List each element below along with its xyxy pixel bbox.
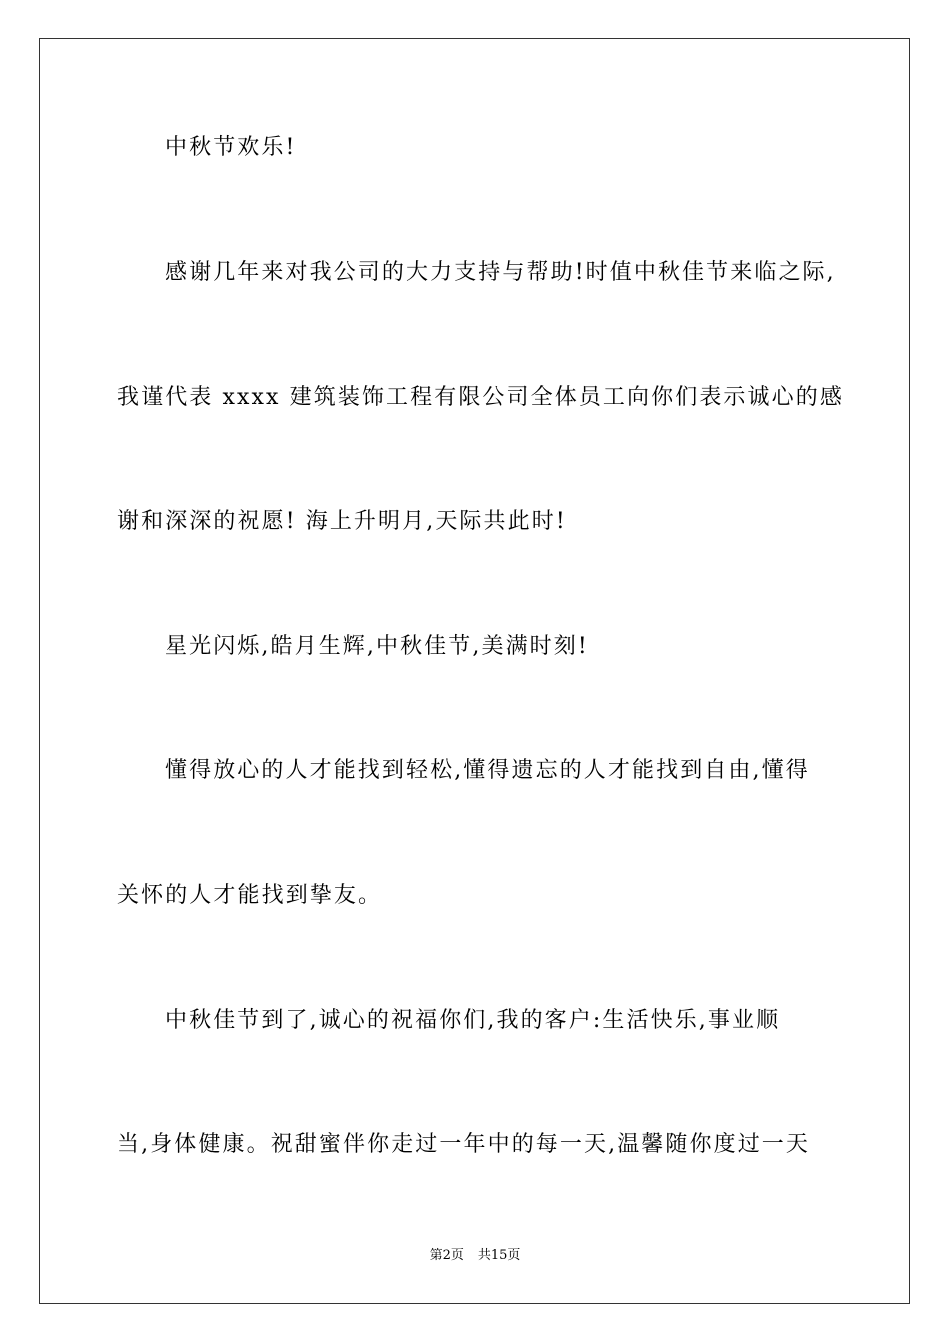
page-border [39, 38, 910, 1304]
page-footer [0, 1248, 950, 1264]
paragraph-line: 懂得放心的人才能找到轻松,懂得遗忘的人才能找到自由,懂得 [165, 758, 810, 783]
paragraph-line: 我谨代表 xxxx 建筑装饰工程有限公司全体员工向你们表示诚心的感 [117, 385, 844, 410]
paragraph-line: 当,身体健康。祝甜蜜伴你走过一年中的每一天,温馨随你度过一天 [117, 1132, 810, 1157]
paragraph-line: 中秋佳节到了,诚心的祝福你们,我的客户:生活快乐,事业顺 [165, 1008, 781, 1033]
paragraph-line: 关怀的人才能找到挚友。 [117, 883, 383, 908]
paragraph-line: 谢和深深的祝愿! 海上升明月,天际共此时! [117, 509, 567, 534]
page-number: 第2页 [429, 1248, 464, 1263]
paragraph-line: 星光闪烁,皓月生辉,中秋佳节,美满时刻! [165, 634, 589, 659]
paragraph-line: 感谢几年来对我公司的大力支持与帮助!时值中秋佳节来临之际, [165, 260, 836, 285]
paragraph-line: 中秋节欢乐! [165, 135, 297, 160]
page-total: 共15页 [477, 1248, 521, 1263]
